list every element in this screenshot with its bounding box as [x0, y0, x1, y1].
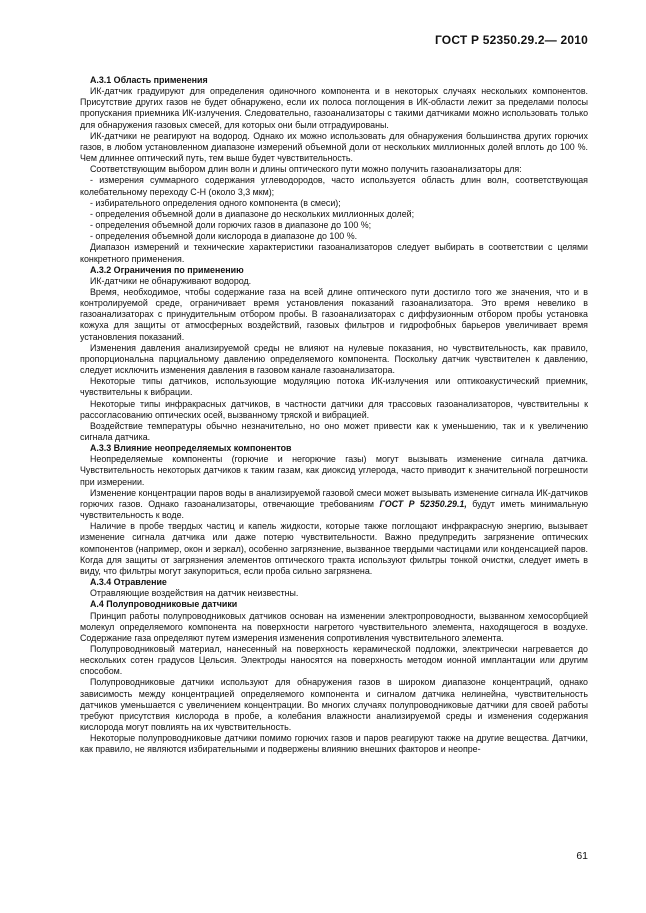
- paragraph: Принцип работы полупроводниковых датчиков основан на изменении электропроводности, вызванном хемосорбцией молекул определяемого компонента на поверхности нагретого чувствительного элемента, находящегося в воздухе. Содержание газа определяют путем измерения изменения сопротивления чувствительного элемента.: [80, 610, 588, 643]
- list-item: - измерения суммарного содержания углеводородов, часто используется область длин волн, соответствующая колебательному переходу С-Н (около 3,3 мкм);: [80, 175, 588, 197]
- paragraph: [80, 488, 588, 521]
- paragraph-text: Изменение концентрации паров воды в анализируемой газовой смеси может вызывать изменение сигнала ИК-датчиков горючих газов. Однако газоанализаторы, отвечающие требованиям: [80, 487, 588, 509]
- list-item: - избирательного определения одного компонента (в смеси);: [90, 197, 341, 208]
- section-heading: А.3.1 Область применения: [90, 75, 208, 85]
- page-body: [80, 75, 588, 756]
- paragraph: Некоторые типы инфракрасных датчиков, в частности датчики для трассовых газоанализаторов, чувствительны к рассогласованию оптических осей, вызванному тряской и вибрацией.: [80, 398, 588, 420]
- paragraph: Изменения давления анализируемой среды не влияют на нулевые показания, но чувствительность, как правило, пропорциональна парциальному давлению определяемого компонента. Поскольку датчик чувствителен к давлению, следует исключить изменения давления в газовом канале газоанализатора.: [80, 342, 588, 376]
- section-heading: А.3.2 Ограничения по применению: [90, 264, 244, 275]
- paragraph: ИК-датчик градуируют для определения одиночного компонента и в некоторых случаях нескольких компонентов. Присутствие других газов не будет обнаружено, если их полоса поглощения в ИК-области лежит за пределами полосы пропускания приемника ИК-излучения. Следовательно, газоанализаторы с такими датчиками можно использовать только для обнаружения газовых смесей, для которых они были отградуированы.: [80, 86, 588, 130]
- paragraph: Время, необходимое, чтобы содержание газа на всей длине оптического пути достигло того же значения, что и в контролируемой среде, ограничивает время установления показаний газоанализатора. Это время невелико в газоанализаторах с принудительным отбором пробы. В газоанализаторах с диффузионным отбором пробы установка кожуха для защиты от атмосферных воздействий, газовых фильтров и гидрофобных барьеров увеличивает время установления показаний.: [80, 286, 588, 342]
- paragraph: Полупроводниковые датчики используют для обнаружения газов в широком диапазоне концентраций, однако зависимость между концентрацией определяемого компонента и сигналом датчика нелинейна, чувствительность датчиков уменьшается с увеличением концентрации. Во многих случаях полупроводниковые датчики для своей работы требуют присутствия кислорода в пробе, а колебания влажности анализируемой среды и изменения содержания кислорода могут повлиять на их чувствительность.: [80, 677, 588, 733]
- paragraph: Соответствующим выбором длин волн и длины оптического пути можно получить газоанализаторы для:: [90, 164, 522, 175]
- paragraph: Некоторые типы датчиков, использующие модуляцию потока ИК-излучения или оптикоакустический приемник, чувствительны к вибрации.: [80, 376, 588, 398]
- paragraph: Полупроводниковый материал, нанесенный на поверхность керамической подложки, электрически нагревается до нескольких сотен градусов Цельсия. Электроды наносятся на поверхность методом ионной имплантации или другим способом.: [80, 643, 588, 677]
- paragraph: ИК-датчики не обнаруживают водород.: [90, 275, 252, 286]
- paragraph: Неопределяемые компоненты (горючие и негорючие газы) могут вызывать изменение сигнала датчика. Чувствительность некоторых датчиков к таким газам, как диоксид углерода, часто приводит к значительной погрешности при измерении.: [80, 454, 588, 487]
- paragraph: Наличие в пробе твердых частиц и капель жидкости, которые также поглощают инфракрасную энергию, вызывает изменение сигнала датчика или даже потерю чувствительности. Важно предупредить загрязнение оптических компонентов (например, окон и зеркал), особенно загрязнение, вызванное твердыми частицами или конденсацией паров. Когда для защиты от загрязнения элементов оптического тракта используют фильтры тонкой очистки, следует иметь в виду, что фильтры могут закупориться, если проба сильно загрязнена.: [80, 521, 588, 576]
- section-heading: А.3.4 Отравление: [90, 577, 167, 588]
- paragraph: Воздействие температуры обычно незначительно, но оно может привести как к уменьшению, так и к увеличению сигнала датчика.: [80, 420, 588, 442]
- paragraph: Диапазон измерений и технические характеристики газоанализаторов следует выбирать в соответствии с целями конкретного применения.: [80, 242, 588, 264]
- list-item: - определения объемной доли горючих газов в диапазоне до 100 %;: [90, 220, 372, 231]
- list-item: - определения объемной доли в диапазоне до нескольких миллионных долей;: [90, 208, 415, 219]
- section-heading: А.4 Полупроводниковые датчики: [90, 599, 238, 610]
- page-number: 61: [576, 850, 588, 862]
- paragraph: Отравляющие воздействия на датчик неизвестны.: [90, 588, 299, 599]
- standard-reference: ГОСТ Р 52350.29.1,: [379, 498, 467, 509]
- paragraph: Некоторые полупроводниковые датчики помимо горючих газов и паров реагируют также на другие вещества. Датчики, как правило, не являются избирательными и подвержены влиянию внешних факторов и неопре-: [80, 733, 588, 755]
- paragraph: ИК-датчики не реагируют на водород. Однако их можно использовать для обнаружения большинства других горючих газов, в любом установленном диапазоне измерений объемной доли от нескольких миллионных долей вплоть до 100 %. Чем длиннее оптический путь, тем выше будет чувствительность.: [80, 130, 588, 164]
- paragraph-text: будут иметь минимальную чувствительность к воде.: [80, 498, 588, 521]
- section-heading: А.3.3 Влияние неопределяемых компонентов: [90, 443, 292, 454]
- document-header: ГОСТ Р 52350.29.2— 2010: [434, 33, 588, 47]
- list-item: - определения объемной доли кислорода в диапазоне до 100 %.: [90, 231, 358, 242]
